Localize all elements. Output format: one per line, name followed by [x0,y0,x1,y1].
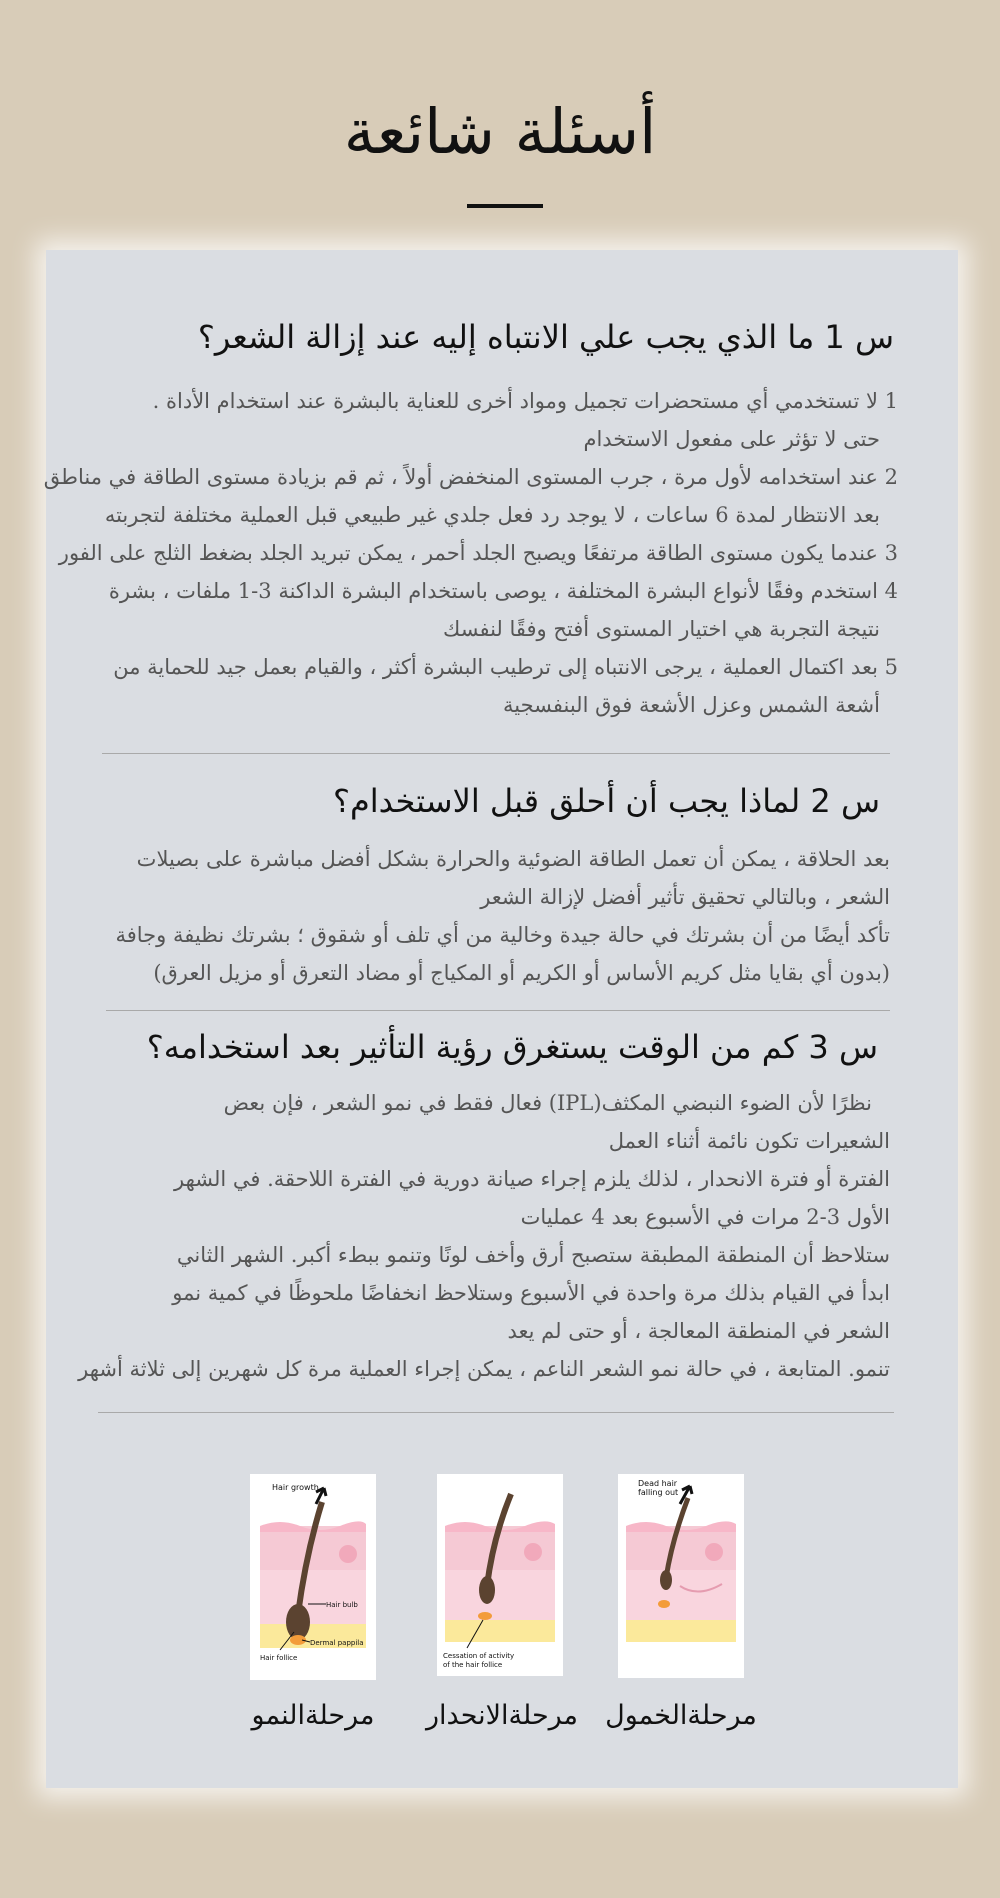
answer-line: أشعة الشمس وعزل الأشعة فوق البنفسجية [503,693,880,717]
growth-stage-caption-3: Dermal pappila [310,1639,364,1647]
resting-stage-caption-2: falling out [638,1488,679,1497]
resting-stage-label: مرحلةالخمول [605,1700,757,1731]
faq-answer-1 [44,382,898,724]
regression-stage-label: مرحلةالانحدار [425,1700,579,1731]
growth-stage-caption-2: Hair bulb [326,1601,358,1609]
regression-stage-caption-1: Cessation of activity [443,1652,515,1660]
answer-line: 5 بعد اكتمال العملية ، يرجى الانتباه إلى ترطيب البشرة أكثر ، والقيام بعمل جيد للحماية من [113,655,898,679]
faq-question-2: س 2 لماذا يجب أن أحلق قبل الاستخدام؟ [332,782,880,820]
resting-stage-caption-1: Dead hair [638,1479,678,1488]
regression-stage-illustration [437,1474,563,1676]
answer-line: تأكد أيضًا من أن بشرتك في حالة جيدة وخالية من أي تلف أو شقوق ؛ بشرتك نظيفة وجافة [115,923,890,947]
answer-line: ستلاحظ أن المنطقة المطبقة ستصبح أرق وأخف لونًا وتنمو ببطء أكبر. الشهر الثاني [176,1243,890,1267]
answer-line: الشعر ، وبالتالي تحقيق تأثير أفضل لإزالة الشعر [480,885,890,909]
faq-answer-3 [78,1084,890,1388]
faq-question-1: س 1 ما الذي يجب علي الانتباه إليه عند إزالة الشعر؟ [197,318,894,356]
resting-stage-figure [618,1474,744,1678]
answer-line: نتيجة التجربة هي اختيار المستوى أفتح وفقًا لنفسك [443,617,880,641]
answer-line: الشعيرات تكون نائمة أثناء العمل [608,1129,890,1153]
answer-line: 4 استخدم وفقًا لأنواع البشرة المختلفة ، يوصى باستخدام البشرة الداكنة 3-1 ملفات ، بشرة [108,579,898,603]
answer-line: الفترة أو فترة الانحدار ، لذلك يلزم إجراء صيانة دورية في الفترة اللاحقة. في الشهر [174,1167,890,1191]
answer-line: ابدأ في القيام بذلك مرة واحدة في الأسبوع وستلاحظ انخفاضًا ملحوظًا في كمية نمو [172,1281,890,1305]
faq-card [43,250,958,1788]
section-divider [106,1010,890,1011]
answer-line: نظرًا لأن الضوء النبضي المكثف(IPL) فعال فقط في نمو الشعر ، فإن بعض [223,1091,872,1115]
answer-line: الشعر في المنطقة المعالجة ، أو حتى لم يعد [507,1319,890,1343]
regression-stage-caption-2: of the hair follice [443,1661,503,1669]
answer-line: 2 عند استخدامه لأول مرة ، جرب المستوى المنخفض أولاً ، ثم قم بزيادة مستوى الطاقة في مناطق [43,465,898,489]
faq-answer-2 [115,840,890,992]
answer-line: تنمو. المتابعة ، في حالة نمو الشعر الناعم ، يمكن إجراء العملية مرة كل شهرين إلى ثلاثة أشهر [78,1357,890,1381]
answer-line: حتى لا تؤثر على مفعول الاستخدام [583,427,880,451]
resting-stage-illustration [618,1474,744,1678]
answer-line: بعد الانتظار لمدة 6 ساعات ، لا يوجد رد فعل جلدي غير طبيعي قبل العملية مختلفة لتجربته [104,503,880,527]
growth-stage-caption-1: Hair growth [272,1483,319,1492]
faq-question-3: س 3 كم من الوقت يستغرق رؤية التأثير بعد استخدامه؟ [146,1028,878,1066]
growth-stage-illustration [250,1474,376,1680]
title-underline [467,204,543,208]
answer-line: 3 عندما يكون مستوى الطاقة مرتفعًا ويصبح الجلد أحمر ، يمكن تبريد الجلد بضغط الثلج على الفور [58,541,898,565]
page-title: أسئلة شائعة [343,95,657,168]
regression-stage-figure [437,1474,563,1676]
growth-stage-label: مرحلةالنمو [251,1700,375,1731]
growth-stage-caption-4: Hair follice [260,1654,298,1662]
answer-line: الأول 3-2 مرات في الأسبوع بعد 4 عمليات [520,1205,890,1229]
answer-line: (بدون أي بقايا مثل كريم الأساس أو الكريم أو المكياج أو مضاد التعرق أو مزيل العرق) [153,961,890,985]
growth-stage-figure [250,1474,376,1680]
section-divider [102,753,890,754]
answer-line: بعد الحلاقة ، يمكن أن تعمل الطاقة الضوئية والحرارة بشكل أفضل مباشرة على بصيلات [136,847,890,871]
section-divider [98,1412,894,1413]
answer-line: 1 لا تستخدمي أي مستحضرات تجميل ومواد أخرى للعناية بالبشرة عند استخدام الأداة . [152,389,898,413]
